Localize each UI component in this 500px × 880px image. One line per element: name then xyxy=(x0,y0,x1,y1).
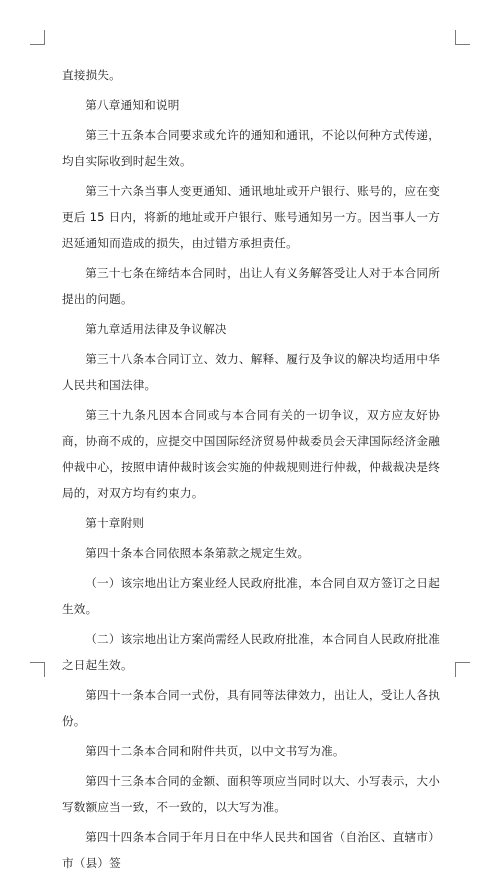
paragraph: （一）该宗地出让方案业经人民政府批准，本合同自双方签订之日起生效。 xyxy=(62,576,440,616)
paragraph: 第三十七条在缔结本合同时，出让人有义务解答受让人对于本合同所提出的问题。 xyxy=(62,266,440,306)
paragraph: 直接损失。 xyxy=(62,68,121,82)
chapter-heading: 第八章通知和说明 xyxy=(85,98,180,112)
paragraph: 第四十条本合同依照本条第款之规定生效。 xyxy=(85,546,310,560)
crop-mark-bottom-left xyxy=(30,662,45,677)
chapter-heading: 第十章附则 xyxy=(85,516,145,530)
paragraph: 第三十八条本合同订立、效力、解释、履行及争议的解决均适用中华人民共和国法律。 xyxy=(62,352,440,392)
paragraph: 第三十九条凡因本合同或与本合同有关的一切争议，双方应友好协商，协商不成的，应提交中国国际经济贸易仲裁委员会天津国际经济金融仲裁中心，按照申请仲裁时该会实施的仲裁规则进行仲裁，仲裁裁决是终局的，对双方均有约束力。 xyxy=(62,408,440,500)
paragraph: 第四十二条本合同和附件共页，以中文书写为准。 xyxy=(85,744,345,758)
document-body xyxy=(62,62,440,880)
crop-mark-bottom-right xyxy=(455,662,470,677)
crop-mark-top-right xyxy=(455,30,470,45)
chapter-heading: 第九章适用法律及争议解决 xyxy=(85,322,227,336)
paragraph: 第四十四条本合同于年月日在中华人民共和国省（自治区、直辖市）市（县）签 xyxy=(62,830,440,870)
paragraph: （二）该宗地出让方案尚需经人民政府批准，本合同自人民政府批准之日起生效。 xyxy=(62,632,440,672)
paragraph: 第四十三条本合同的金额、面积等项应当同时以大、小写表示，大小写数额应当一致，不一致的，以大写为准。 xyxy=(62,774,440,814)
paragraph: 第三十五条本合同要求或允许的通知和通讯，不论以何种方式传递，均自实际收到时起生效。 xyxy=(62,128,440,168)
paragraph: 第四十一条本合同一式份，具有同等法律效力，出让人，受让人各执份。 xyxy=(62,688,440,728)
paragraph: 第三十六条当事人变更通知、通讯地址或开户银行、账号的，应在变更后 15 日内，将新的地址或开户银行、账号通知另一方。因当事人一方迟延通知而造成的损失，由过错方承担责任。 xyxy=(62,184,440,250)
crop-mark-top-left xyxy=(30,30,45,45)
